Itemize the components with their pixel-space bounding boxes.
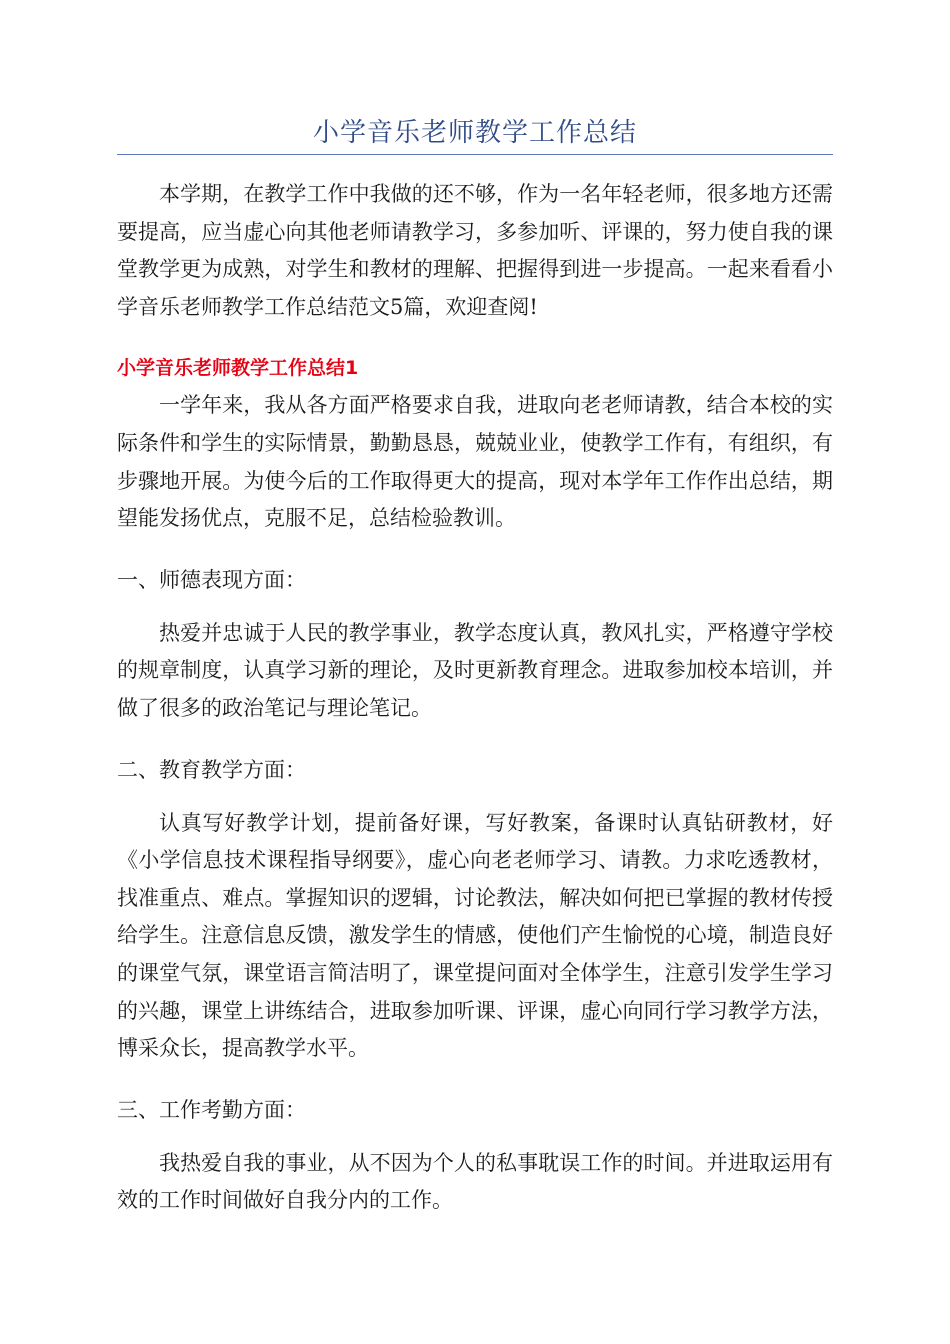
title-underline: [117, 154, 833, 155]
body-paragraph-2: 热爱并忠诚于人民的教学事业，教学态度认真，教风扎实，严格遵守学校的规章制度，认真学习新的理论，及时更新教育理念。进取参加校本培训，并做了很多的政治笔记与理论笔记。: [117, 620, 833, 720]
subsection-title-1: 一、师德表现方面：: [117, 567, 306, 592]
subsection-title-3: 三、工作考勤方面：: [117, 1097, 306, 1122]
document-title: 小学音乐老师教学工作总结: [312, 118, 637, 148]
body-paragraph-1: 一学年来，我从各方面严格要求自我，进取向老老师请教，结合本校的实际条件和学生的实际情景，勤勤恳恳，兢兢业业，使教学工作有，有组织，有步骤地开展。为使今后的工作取得更大的提高，现对本学年工作作出总结，期望能发扬优点，克服不足，总结检验教训。: [117, 393, 833, 531]
subsection-title-2: 二、教育教学方面：: [117, 757, 306, 782]
section-heading-1: 小学音乐老师教学工作总结1: [117, 357, 359, 380]
intro-paragraph: 本学期，在教学工作中我做的还不够，作为一名年轻老师，很多地方还需要提高，应当虚心向其他老师请教学习，多参加听、评课的，努力使自我的课堂教学更为成熟，对学生和教材的理解、把握得到进一步提高。一起来看看小学音乐老师教学工作总结范文5篇，欢迎查阅!: [117, 182, 833, 319]
body-paragraph-4: 我热爱自我的事业，从不因为个人的私事耽误工作的时间。并进取运用有效的工作时间做好自我分内的工作。: [117, 1150, 833, 1213]
document-page: [117, 0, 833, 1220]
body-paragraph-3: 认真写好教学计划，提前备好课，写好教案，备课时认真钻研教材，好《小学信息技术课程指导纲要》，虚心向老老师学习、请教。力求吃透教材，找准重点、难点。掌握知识的逻辑，讨论教法，解决如何把已掌握的教材传授给学生。注意信息反馈，激发学生的情感，使他们产生愉悦的心境，制造良好的课堂气氛，课堂语言简洁明了，课堂提问面对全体学生，注意引发学生学习的兴趣，课堂上讲练结合，进取参加听课、评课，虚心向同行学习教学方法，博采众长，提高教学水平。: [117, 810, 833, 1061]
